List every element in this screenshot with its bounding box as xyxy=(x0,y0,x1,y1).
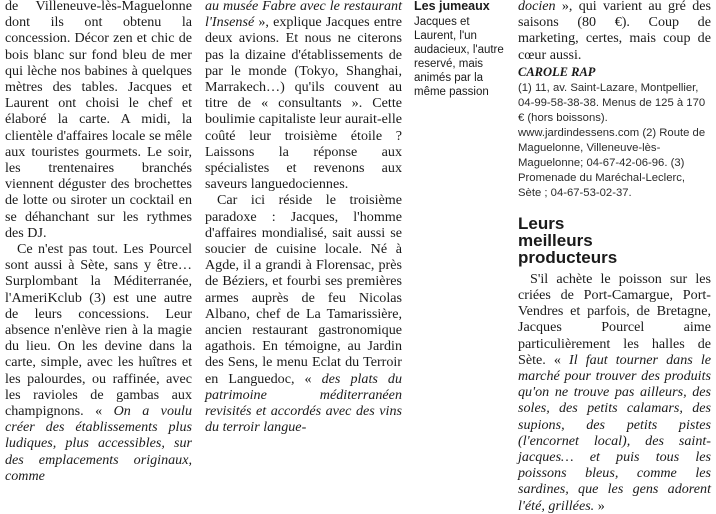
paragraph: de Villeneuve-lès-Maguelonne dont ils ont obtenu la concession. Décor zen et chic de bois blanc sur fond bleu de mer qui lèche nos babines à quelques mètres des tables. Jacques et Laurent ont choisi le chef et élaboré la carte. A midi, la clientèle d'affaires locale se mêle aux touristes gourmets. Le soir, les trentenaires branchés viennent déguster des brochettes de lotte ou siroter un cocktail en se déhanchant sur les rythmes des DJ. xyxy=(5,0,192,241)
quote: au musée Fabre avec le restaurant l'Insensé xyxy=(205,0,402,31)
quote: des plats du patrimoine méditerranéen revisités et accordés avec des vins du terroir langue- xyxy=(205,370,403,436)
article-column-4 xyxy=(518,0,711,514)
paragraph xyxy=(205,192,402,435)
address-list: (1) 11, av. Saint-Lazare, Montpellier, 04-99-58-38-38. Menus de 125 à 170 € (hors boissons). www.jardindessens.com (2) Route de Maguelonne, Villeneuve-lès-Maguelonne; 04-67-42-06-96. (3) Promenade du Maréchal-Leclerc, Sète ; 04-67-53-02-37. xyxy=(518,81,706,199)
article-column-1 xyxy=(5,0,192,484)
photo-caption xyxy=(414,0,506,99)
paragraph xyxy=(518,0,711,63)
caption-text: Jacques et Laurent, l'un audacieux, l'autre reservé, mais animés par la même passion xyxy=(414,16,504,98)
caption-title: Les jumeaux xyxy=(414,0,490,13)
quote: Il faut tourner dans le marché pour trouver des produits qu'on ne trouve pas ailleurs, des soles, des petits calamars, des supions, des petits pistes (l'encornet local), des saint-jacques… et puis tous les poissons bleus, comme les sardines, que les gens adorent l'été, grillées. xyxy=(518,351,711,514)
section-heading: Leurs meilleurs producteurs xyxy=(518,213,618,267)
paragraph-text: Ce n'est pas tout. Les Pourcel sont aussi à Sète, sans y être… Surplombant la Méditerranée, l'AmeriKclub (3) est une autre de leurs concessions. Leur absence n'enlève rien à la magie du lieu. On les devine dans la carte, simple, avec les huîtres et les palourdes, ou raffinée, avec les ravioles de gambas aux champignons. « xyxy=(5,241,192,420)
paragraph xyxy=(205,0,402,192)
paragraph-text: » xyxy=(594,497,605,514)
paragraph-text: Car ici réside le troisième paradoxe : Jacques, l'homme d'affaires mondialisé, sait aussi se soucier de cuisine locale. Né à Agde, il a grandi à Florensac, près de Béziers, et fourbi ses premières armes auprès de feu Nicolas Albano, chef de La Tamarissière, ancien restaurant gastronomique agathois. En témoigne, au Jardin des Sens, le menu Eclat du Terroir en Languedoc, « xyxy=(205,192,402,387)
paragraph xyxy=(5,241,192,484)
quote: On a voulu créer des établissements plus ludiques, plus accessibles, sur des emplacements originaux, comme xyxy=(5,403,192,484)
quote: docien xyxy=(518,0,556,14)
paragraph-text: », explique Jacques entre deux avions. Et nous ne citerons pas la dizaine d'établissements de par le monde (Tokyo, Shanghai, Marrakech…) qu'ils couvent au titre de « consultants ». Cette boulimie capitaliste leur aurait-elle coûté leur troisième étoile ? Laissons la réponse aux spécialistes et revenons aux saveurs languedociennes. xyxy=(205,14,402,193)
paragraph xyxy=(518,271,711,514)
article-column-2 xyxy=(205,0,402,435)
paragraph-text: », qui varient au gré des saisons (80 €). Coup de marketing, certes, mais coup de cœur aussi. xyxy=(518,0,711,63)
paragraph-text: S'il achète le poisson sur les criées de Port-Camargue, Port-Vendres et parfois, de Bretagne, Jacques Pourcel aime particulièrement les halles de Sète. « xyxy=(518,270,711,368)
author-credit: CAROLE RAP xyxy=(518,64,596,79)
